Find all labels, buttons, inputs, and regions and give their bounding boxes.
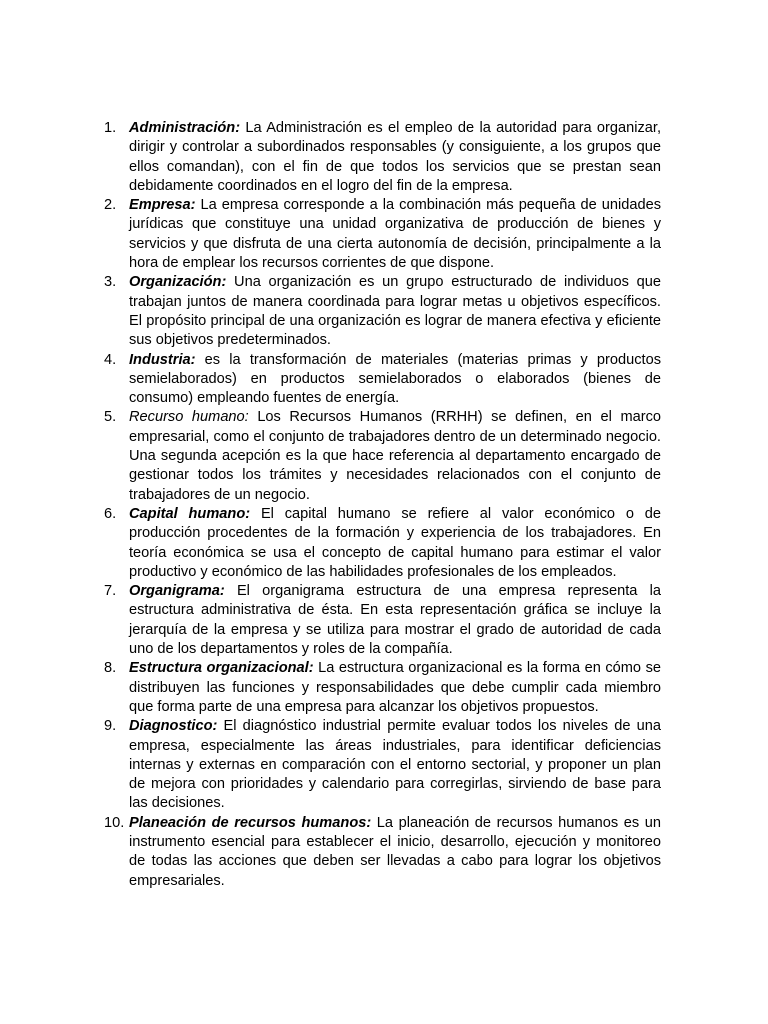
item-number: 3. [104, 274, 117, 291]
definition-item-organigrama [104, 582, 661, 659]
term-recurso-humano: Recurso humano: [129, 409, 249, 426]
term-empresa: Empresa: [129, 197, 196, 214]
item-number: 7. [104, 583, 117, 600]
definition-item-capital-humano [104, 505, 661, 582]
term-industria: Industria: [129, 351, 196, 368]
item-number: 5. [104, 409, 117, 426]
term-planeacion-recursos-humanos: Planeación de recursos humanos: [129, 814, 372, 831]
definition-industria: es la transformación de materiales (materias primas y productos semielaborados) en productos semielaborados o elaborados (bienes de consumo) empleando fuentes de energía. [129, 351, 661, 407]
definition-organigrama: El organigrama estructura de una empresa representa la estructura administrativa de ésta. En esta representación gráfica se incluye la jerarquía de la empresa y se utiliza para mostrar el grado de autoridad de cada uno de los departamentos y roles de la compañía. [129, 583, 661, 658]
term-estructura-organizacional: Estructura organizacional: [129, 660, 314, 677]
item-number: 9. [104, 718, 117, 735]
item-number: 4. [104, 351, 117, 368]
definition-administracion: La Administración es el empleo de la autoridad para organizar, dirigir y controlar a subordinados responsables (y consiguiente, a los grupos que ellos comandan), con el fin de que todos los servicios que se prestan sean debidamente coordinados en el logro del fin de la empresa. [129, 120, 661, 194]
definition-empresa: La empresa corresponde a la combinación más pequeña de unidades jurídicas que constituye una unidad organizativa de producción de bienes y servicios y que disfruta de una cierta autonomía de decisión, principalmente a la hora de emplear los recursos corrientes de que dispone. [129, 197, 661, 272]
definition-item-industria [104, 351, 661, 409]
definition-diagnostico: El diagnóstico industrial permite evaluar todos los niveles de una empresa, especialmente las áreas industriales, para identificar deficiencias internas y externas en comparación con el entorno sectorial, y proponer un plan de mejora con prioridades y calendario para corregirlas, sirviendo de base para las decisiones. [129, 718, 661, 812]
definition-recurso-humano: Los Recursos Humanos (RRHH) se definen, en el marco empresarial, como el conjunto de trabajadores dentro de un determinado negocio. Una segunda acepción es la que hace referencia al departamento encargado de gestionar todos los trámites y necesidades relacionados con el conjunto de trabajadores de un negocio. [129, 409, 661, 503]
definitions-list [104, 119, 661, 891]
item-number: 1. [104, 120, 117, 136]
item-number: 10. [104, 814, 125, 831]
item-number: 6. [104, 505, 117, 522]
definition-planeacion-recursos-humanos: La planeación de recursos humanos es un instrumento esencial para establecer el inicio, desarrollo, ejecución y monitoreo de todas las acciones que deben ser llevadas a cabo para lograr los objetivos empresariales. [129, 814, 661, 889]
term-organigrama: Organigrama: [129, 583, 225, 600]
term-administracion: Administración: [129, 120, 241, 136]
definition-organizacion: Una organización es un grupo estructurado de individuos que trabajan juntos de manera coordinada para lograr metas u objetivos específicos. El propósito principal de una organización es lograr de manera efectiva y eficiente sus objetivos predeterminados. [129, 274, 661, 349]
definition-item-estructura-organizacional [104, 659, 661, 717]
item-number: 8. [104, 660, 117, 677]
definition-estructura-organizacional: La estructura organizacional es la forma en cómo se distribuyen las funciones y responsabilidades que debe cumplir cada miembro que forma parte de una empresa para alcanzar los objetivos propuestos. [129, 660, 661, 715]
item-number: 2. [104, 197, 117, 214]
definition-item-diagnostico [104, 717, 661, 813]
definition-item-administracion [104, 119, 661, 196]
term-organizacion: Organización: [129, 274, 227, 291]
definition-item-organizacion [104, 273, 661, 350]
definition-capital-humano: El capital humano se refiere al valor económico o de producción procedentes de la formación y experiencia de los trabajadores. En teoría económica se usa el concepto de capital humano para estimar el valor productivo y económico de las habilidades profesionales de los empleados. [129, 505, 662, 580]
definition-item-empresa [104, 196, 661, 273]
term-diagnostico: Diagnostico: [129, 718, 218, 735]
definition-item-planeacion-recursos-humanos [104, 814, 661, 891]
definition-item-recurso-humano [104, 408, 661, 504]
term-capital-humano: Capital humano: [129, 505, 251, 522]
